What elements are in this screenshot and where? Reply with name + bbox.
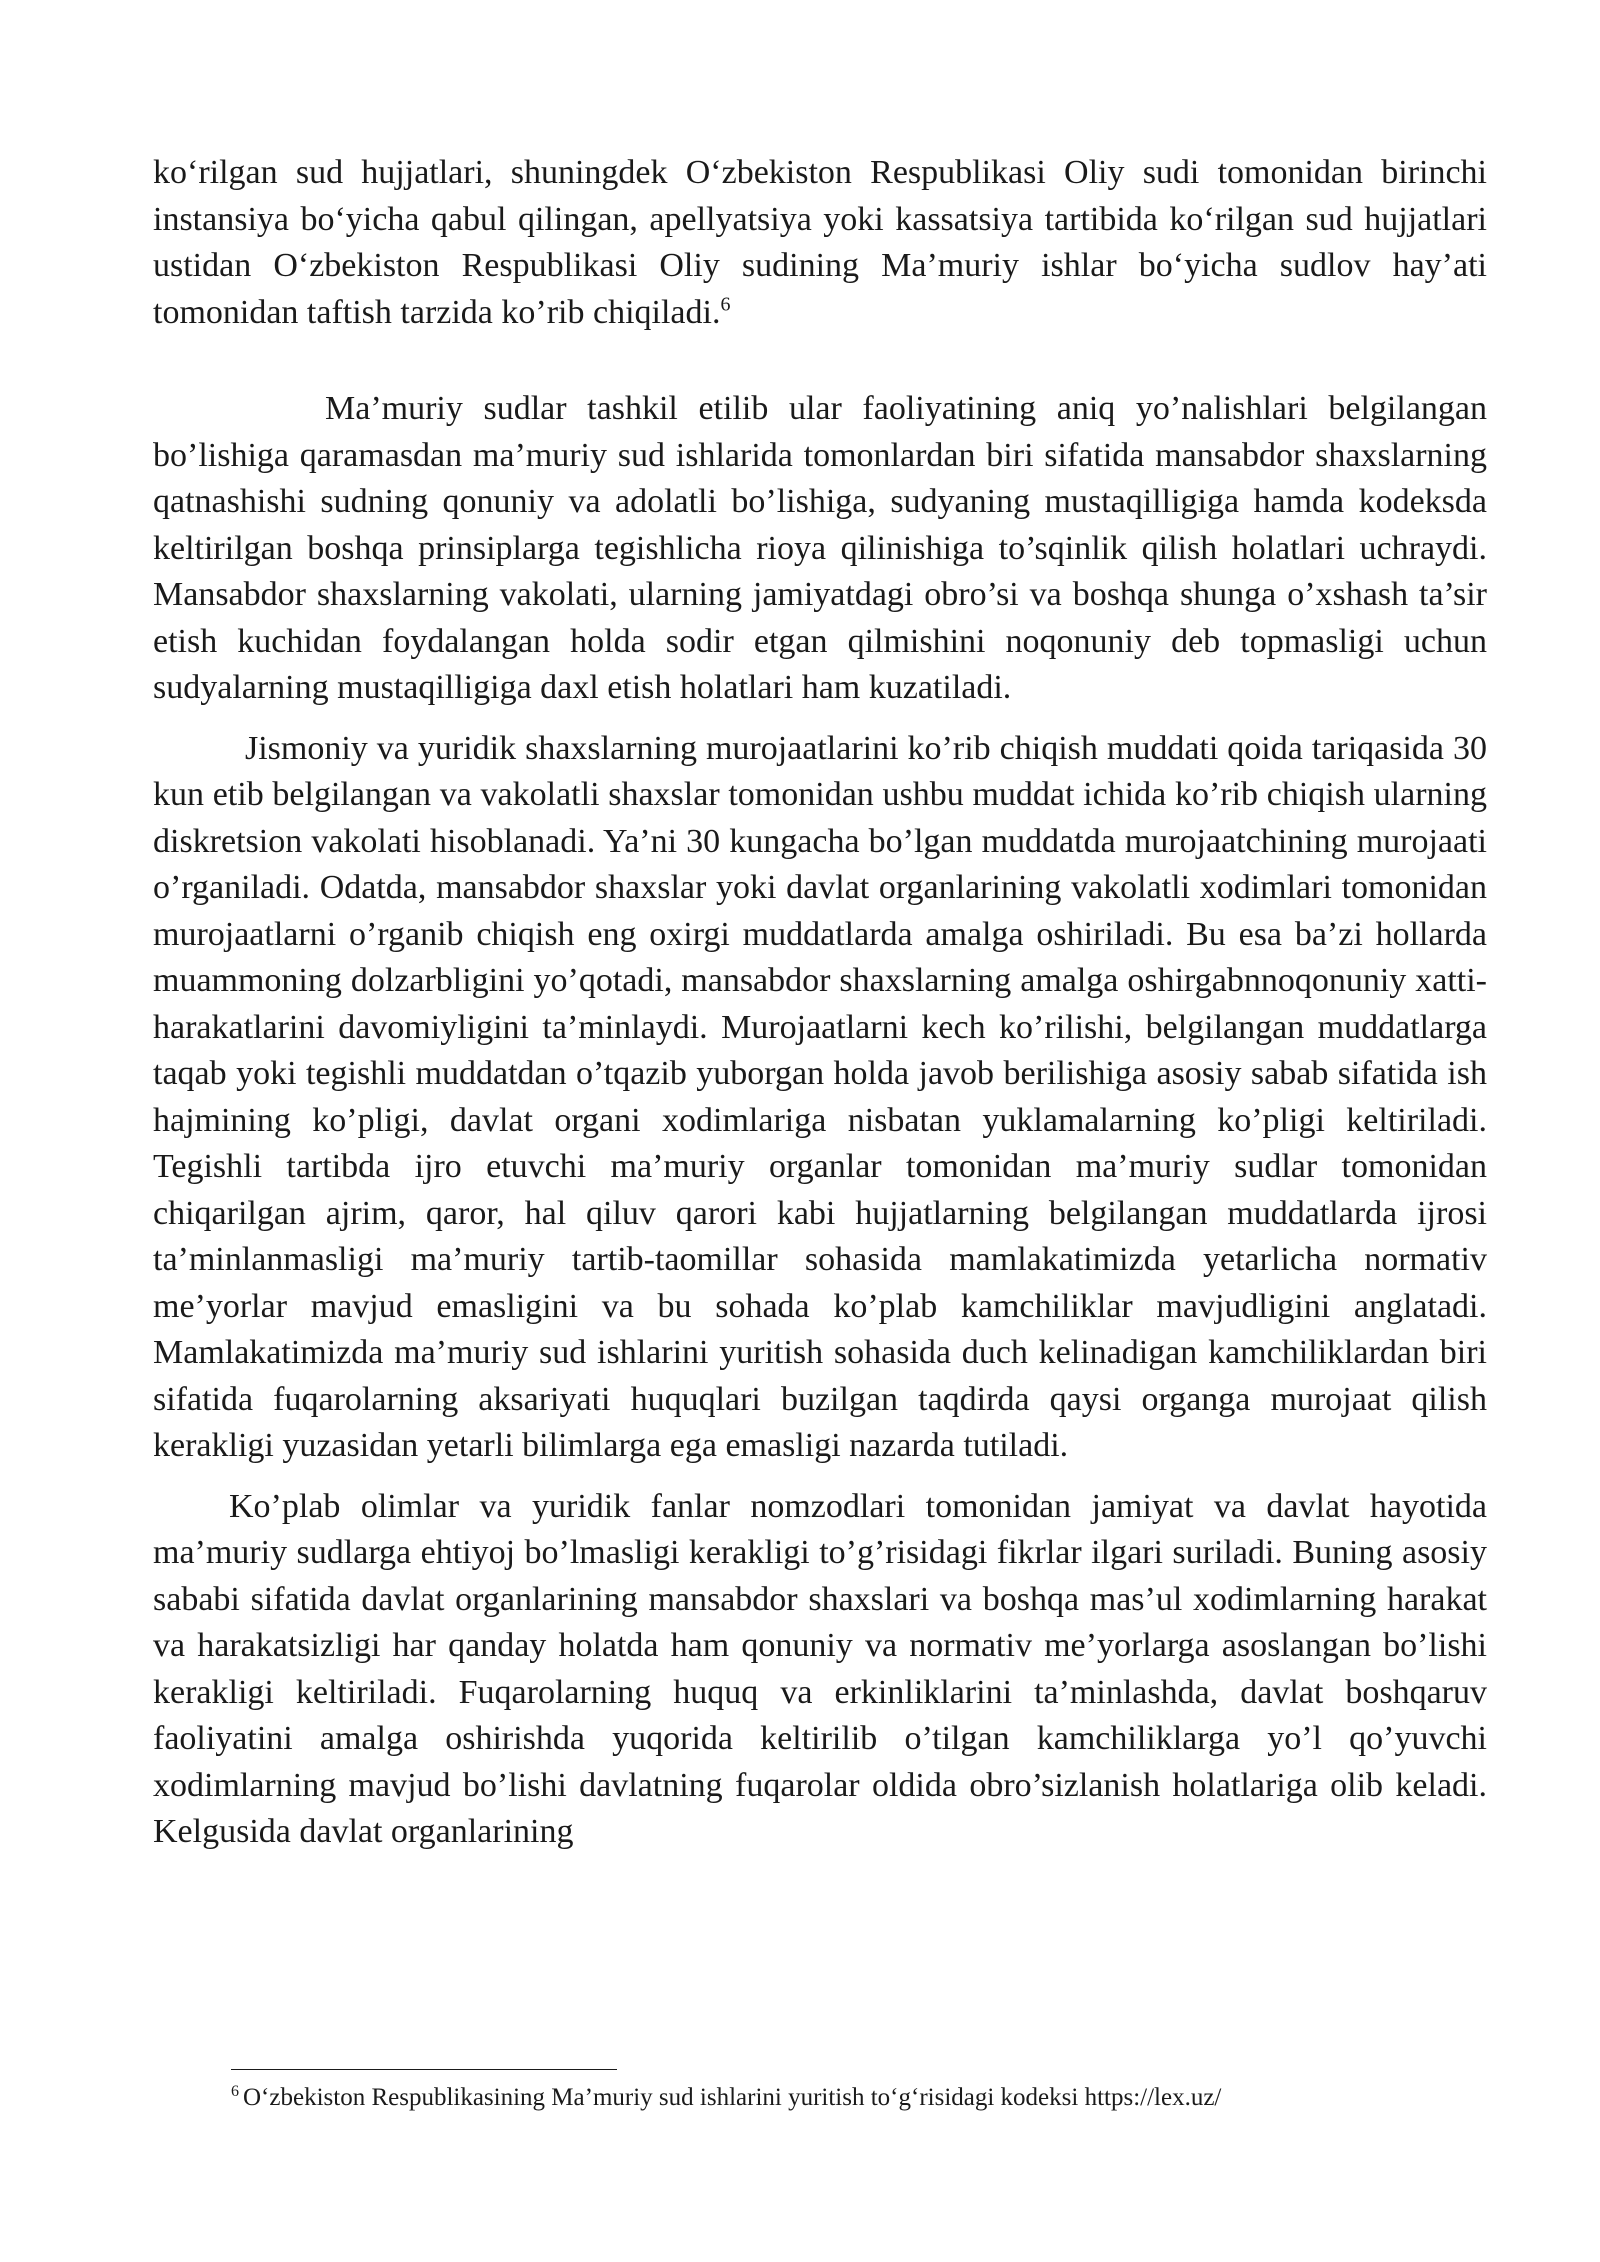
paragraph-4: Ko’plab olimlar va yuridik fanlar nomzodlari tomonidan jamiyat va davlat hayotida ma’muriy sudlarga ehtiyoj bo’lmasligi kerakligi to’g’risidagi fikrlar ilgari suriladi. Buning asosiy sababi sifatida davlat organlarining mansabdor shaxslari va boshqa mas’ul xodimlarning harakat va harakatsizligi har qanday holatda ham qonuniy va normativ me’yorlarga asoslangan bo’lishi kerakligi keltiriladi. Fuqarolarning huquq va erkinliklarini ta’minlashda, davlat boshqaruv faoliyatini amalga oshirishda yuqorida keltirilib o’tilgan kamchiliklarga yo’l qo’yuvchi xodimlarning mavjud bo’lishi davlatning fuqarolar oldida obro’sizlanish holatlariga olib keladi. Kelgusida davlat organlarining [153,1487,1487,1850]
paragraph-3: Jismoniy va yuridik shaxslarning murojaatlarini ko’rib chiqish muddati qoida tariqasida 30 kun etib belgilangan va vakolatli shaxslar tomonidan ushbu muddat ichida ko’rib chiqish ularning diskretsion vakolati hisoblanadi. Ya’ni 30 kungacha bo’lgan muddatda murojaatchining murojaati o’rganiladi. Odatda, mansabdor shaxslar yoki davlat organlarining vakolatli xodimlari tomonidan murojaatlarni o’rganib chiqish eng oxirgi muddatlarda amalga oshiriladi. Bu esa ba’zi hollarda muammoning dolzarbligini yo’qotadi, mansabdor shaxslarning amalga oshirgabnnoqonuniy xatti-harakatlarini davomiyligini ta’minlaydi. Murojaatlarni kech ko’rilishi, belgilangan muddatlarga taqab yoki tegishli muddatdan o’tqazib yuborgan holda javob berilishiga asosiy sabab sifatida ish hajmining ko’pligi, davlat organi xodimlariga nisbatan yuklamalarning ko’pligi keltiriladi. Tegishli tartibda ijro etuvchi ma’muriy organlar tomonidan ma’muriy sudlar tomonidan chiqarilgan ajrim, qaror, hal qiluv qarori kabi hujjatlarning belgilangan muddatlarda ijrosi ta’minlanmasligi ma’muriy tartib-taomillar sohasida mamlakatimizda yetarlicha normativ me’yorlar mavjud emasligini va bu sohada ko’plab kamchiliklar mavjudligini anglatadi. Mamlakatimizda ma’muriy sud ishlarini yuritish sohasida duch kelinadigan kamchiliklardan biri sifatida fuqarolarning aksariyati huquqlari buzilgan taqdirda qaysi organga murojaat qilish kerakligi yuzasidan yetarli bilimlarga ega emasligi nazarda tutiladi. [153,729,1487,1464]
footnote-reference[interactable]: 6 [720,293,731,316]
paragraph-1 [153,150,1487,336]
footnote [231,2082,1487,2114]
footnote-number: 6 [231,2082,239,2100]
footnote-divider [231,2069,617,2070]
paragraph-2: Ma’muriy sudlar tashkil etilib ular faoliyatining aniq yo’nalishlari belgilangan bo’lishiga qaramasdan ma’muriy sud ishlarida tomonlardan biri sifatida mansabdor shaxslarning qatnashishi sudning qonuniy va adolatli bo’lishiga, sudyaning mustaqilligiga hamda kodeksda keltirilgan boshqa prinsiplarga tegishlicha rioya qilinishiga to’sqinlik qilish holatlari uchraydi. Mansabdor shaxslarning vakolati, ularning jamiyatdagi obro’si va boshqa shunga o’xshash ta’sir etish kuchidan foydalangan holda sodir etgan qilmishini noqonuniy deb topmasligi uchun sudyalarning mustaqilligiga daxl etish holatlari ham kuzatiladi. [153,390,1487,706]
footnote-text: O‘zbekiston Respublikasining Ma’muriy sud ishlarini yuritish to‘g‘risidagi kodeksi https://lex.uz/ [243,2084,1222,2111]
document-body [153,150,1487,1856]
paragraph-1-text: ko‘rilgan sud hujjatlari, shuningdek O‘zbekiston Respublikasi Oliy sudi tomonidan birinchi instansiya bo‘yicha qabul qilingan, apellyatsiya yoki kassatsiya tartibida ko‘rilgan sud hujjatlari ustidan O‘zbekiston Respublikasi Oliy sudining Ma’muriy ishlar bo‘yicha sudlov hay’ati tomonidan taftish tarzida ko’rib chiqiladi. [153,154,1487,331]
